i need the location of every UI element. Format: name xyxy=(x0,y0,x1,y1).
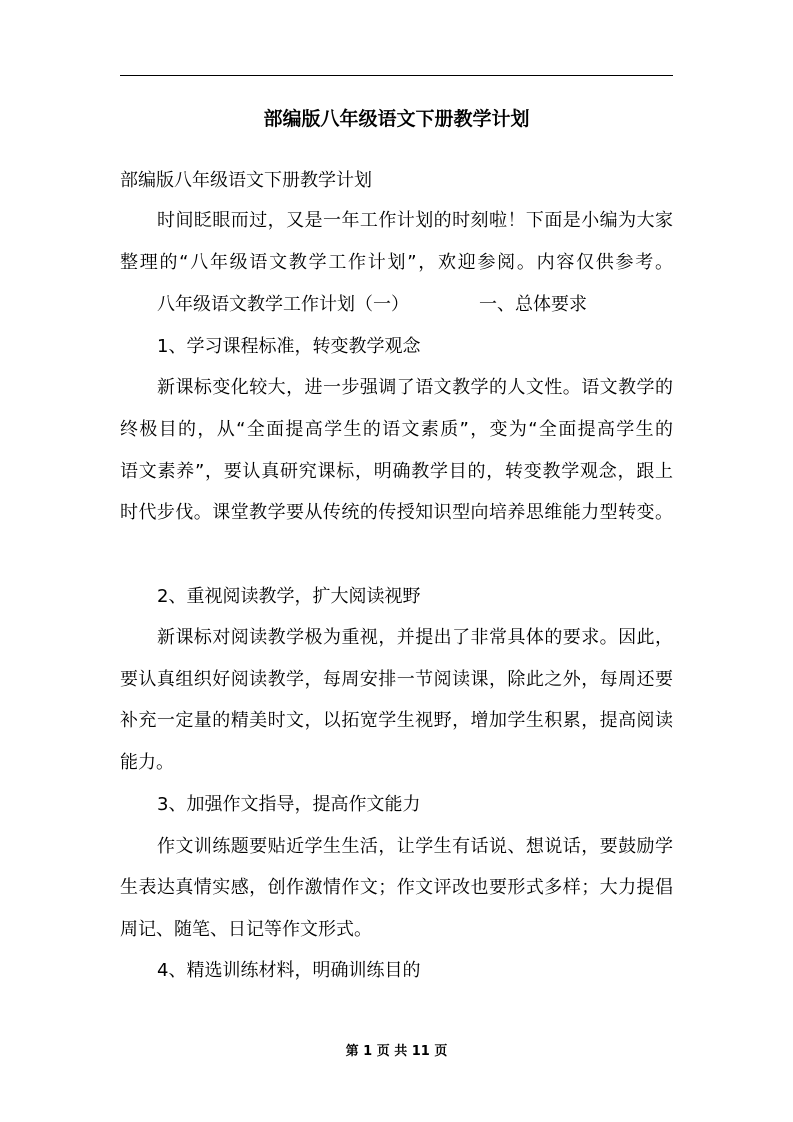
list-heading: 3、加强作文指导，提高作文能力 xyxy=(157,794,421,815)
page-indicator: 第 1 页 共 11 页 xyxy=(345,1044,448,1059)
paragraph-line: 补充一定量的精美时文，以拓宽学生视野，增加学生积累，提高阅读 xyxy=(120,710,673,731)
paragraph-line: 要认真组织好阅读教学，每周安排一节阅读课，除此之外，每周还要 xyxy=(120,669,673,690)
section-heading-line xyxy=(157,292,673,318)
paragraph-line: 时间眨眼而过，又是一年工作计划的时刻啦！下面是小编为大家 xyxy=(157,210,673,231)
paragraph-line: 作文训练题要贴近学生生活，让学生有话说、想说话，要鼓励学 xyxy=(157,836,673,857)
paragraph-line: 能力。 xyxy=(120,752,174,773)
paragraph-line: 新课标对阅读教学极为重视，并提出了非常具体的要求。因此， xyxy=(157,627,673,648)
plan-heading: 八年级语文教学工作计划（一） xyxy=(157,294,409,315)
document-title: 部编版八年级语文下册教学计划 xyxy=(263,108,530,130)
paragraph-line: 新课标变化较大，进一步强调了语文教学的人文性。语文教学的 xyxy=(157,377,673,398)
general-requirements-heading: 一、总体要求 xyxy=(479,294,587,315)
list-heading: 2、重视阅读教学，扩大阅读视野 xyxy=(157,586,421,607)
paragraph-line: 整理的“八年级语文教学工作计划”，欢迎参阅。内容仅供参考。 xyxy=(120,252,673,273)
paragraph-line: 周记、随笔、日记等作文形式。 xyxy=(120,919,372,940)
list-heading: 1、学习课程标准，转变教学观念 xyxy=(157,336,421,357)
paragraph-line: 语文素养”，要认真研究课标，明确教学目的，转变教学观念，跟上 xyxy=(120,461,673,482)
paragraph-line: 终极目的，从“全面提高学生的语文素质”，变为“全面提高学生的 xyxy=(120,419,673,440)
subtitle-line: 部编版八年级语文下册教学计划 xyxy=(120,170,372,191)
paragraph-line: 生表达真情实感，创作激情作文；作文评改也要形式多样；大力提倡 xyxy=(120,877,673,898)
list-heading: 4、精选训练材料，明确训练目的 xyxy=(157,960,421,981)
paragraph-line: 时代步伐。课堂教学要从传统的传授知识型向培养思维能力型转变。 xyxy=(120,502,673,523)
header-rule xyxy=(120,75,673,76)
